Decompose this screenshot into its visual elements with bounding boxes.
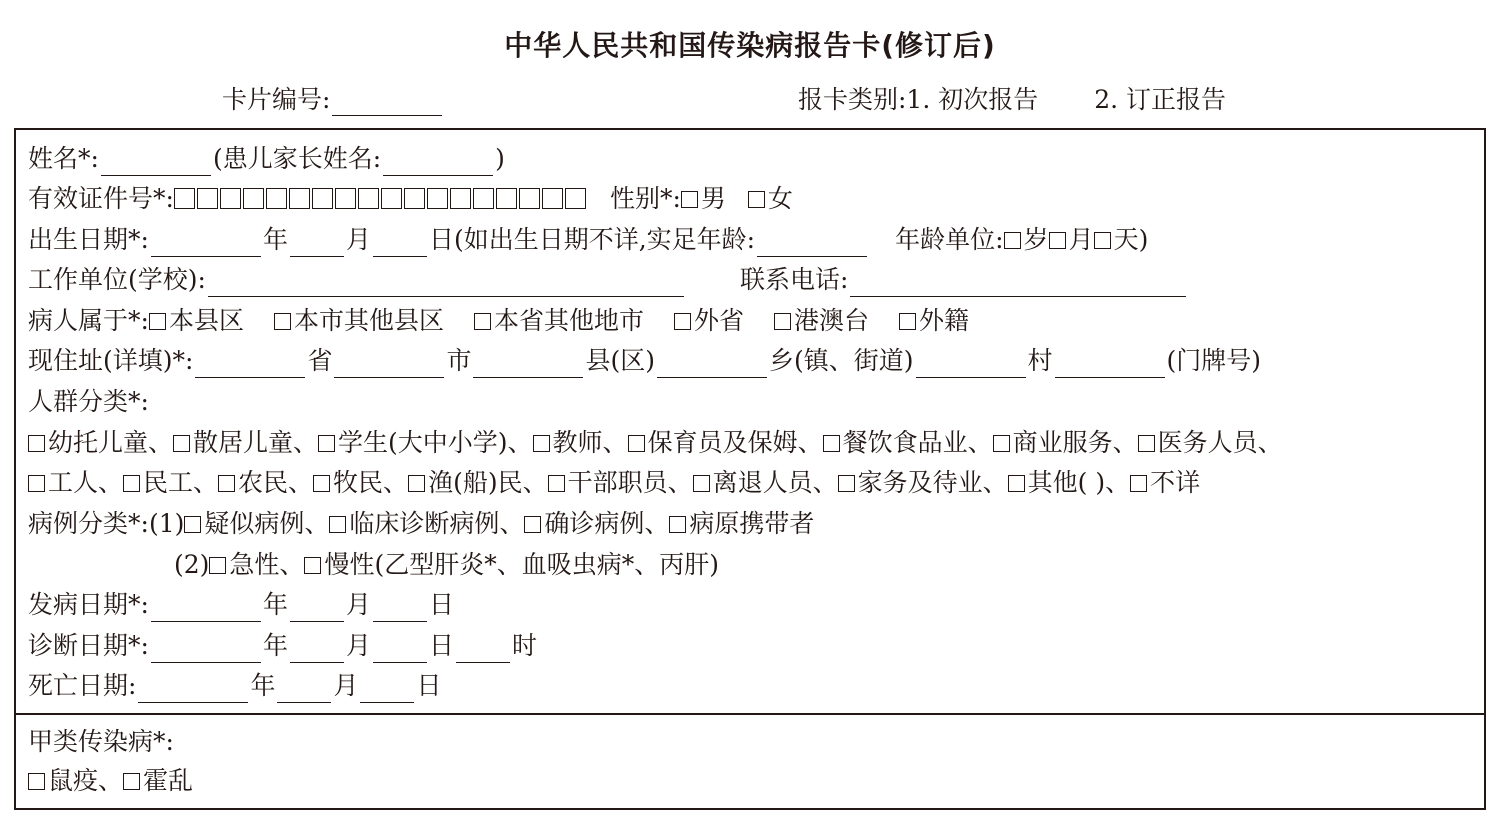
case-row-1 [28,507,814,541]
name-label: 姓名*: [28,144,99,173]
death-month-input[interactable] [277,676,331,703]
id-digit-box[interactable] [335,188,356,209]
belong-checkbox[interactable] [899,313,916,330]
sex-male-label: 男 [700,184,726,213]
crowd-checkbox[interactable] [313,475,330,492]
belong-row [28,304,969,338]
parent-name-input[interactable] [383,149,493,176]
crowd-option: 农民、 [238,468,314,497]
crowd-option: 家务及待业、 [857,468,1008,497]
id-digit-box[interactable] [312,188,333,209]
age-unit-year: 岁 [1023,225,1049,254]
card-number-input[interactable] [332,89,442,116]
crowd-option: 民工、 [143,468,219,497]
crowd-option: 其他( )、 [1027,468,1131,497]
belong-option: 本市其他县区 [293,306,444,335]
case-1-prefix: (1) [148,509,185,538]
id-number-boxes[interactable] [174,184,588,213]
crowd-option: 离退人员、 [712,468,838,497]
crowd-options-row-2 [28,466,1200,500]
case-label: 病例分类*: [28,509,149,538]
plague-label: 鼠疫、 [48,766,124,795]
class-a-row [28,725,174,759]
phone-label: 联系电话: [739,265,849,294]
city-input[interactable] [334,351,444,378]
crowd-option: 学生(大中小学)、 [338,428,533,457]
id-digit-box[interactable] [404,188,425,209]
house-number-input[interactable] [1055,351,1165,378]
cholera-checkbox[interactable] [123,773,140,790]
birth-year-input[interactable] [151,230,261,257]
age-unit-month: 月 [1068,225,1094,254]
name-input[interactable] [101,149,211,176]
month-label: 月 [333,671,359,700]
id-digit-box[interactable] [174,188,195,209]
birth-note: (如出生日期不详,实足年龄: [453,225,756,254]
onset-day-input[interactable] [373,595,427,622]
work-row [28,263,1188,297]
birth-row [28,223,1148,257]
city-label: 市 [446,346,472,375]
death-label: 死亡日期: [28,671,137,700]
belong-checkbox[interactable] [674,313,691,330]
work-label: 工作单位(学校): [28,265,206,294]
crowd-option: 干部职员、 [567,468,693,497]
crowd-checkbox[interactable] [838,475,855,492]
class-a-label: 甲类传染病*: [28,727,174,756]
belong-option: 外籍 [919,306,970,335]
case-checkbox[interactable] [329,516,346,533]
sex-female-checkbox[interactable] [748,191,765,208]
case-option: 确诊病例、 [544,509,670,538]
crowd-checkbox[interactable] [218,475,235,492]
crowd-checkbox[interactable] [28,435,45,452]
crowd-option: 渔(船)民、 [428,468,548,497]
age-input[interactable] [757,230,867,257]
diagnosis-hour-input[interactable] [456,636,510,663]
age-unit-day: 天 [1113,225,1139,254]
case-checkbox[interactable] [184,516,201,533]
month-label: 月 [345,225,371,254]
case-option: 疑似病例、 [204,509,330,538]
diagnosis-label: 诊断日期*: [28,631,149,660]
form-title: 中华人民共和国传染病报告卡(修订后) [504,29,996,62]
phone-input[interactable] [850,270,1186,297]
crowd-option: 散居儿童、 [193,428,319,457]
belong-option: 本县区 [168,306,244,335]
county-label: 县(区) [585,346,655,375]
age-unit-year-checkbox[interactable] [1004,232,1021,249]
month-label: 月 [345,590,371,619]
diagnosis-year-input[interactable] [151,636,261,663]
belong-option: 本省其他地市 [493,306,644,335]
id-digit-box[interactable] [519,188,540,209]
crowd-option: 教师、 [552,428,628,457]
crowd-checkbox[interactable] [173,435,190,452]
belong-checkbox[interactable] [774,313,791,330]
sex-label: 性别*: [609,184,681,213]
report-type-option-2[interactable]: 2. 订正报告 [1094,85,1227,114]
death-day-input[interactable] [360,676,414,703]
death-row [28,669,441,703]
id-digit-box[interactable] [220,188,241,209]
sex-female-label: 女 [767,184,793,213]
crowd-option: 幼托儿童、 [48,428,174,457]
age-unit-label: 年龄单位: [895,225,1004,254]
village-input[interactable] [916,351,1026,378]
birth-day-input[interactable] [373,230,427,257]
case-checkbox[interactable] [524,516,541,533]
close-paren: ) [495,144,505,173]
hour-label: 时 [511,631,537,660]
plague-checkbox[interactable] [28,773,45,790]
report-card-frame [14,128,1486,810]
parent-name-label: (患儿家长姓名: [212,144,382,173]
day-label: 日 [428,631,454,660]
id-digit-box[interactable] [358,188,379,209]
crowd-checkbox[interactable] [1130,475,1147,492]
case-option: 临床诊断病例、 [349,509,525,538]
crowd-options-row-1 [28,426,1283,460]
case-2-prefix: (2) [174,550,210,579]
town-input[interactable] [657,351,767,378]
crowd-option: 餐饮食品业、 [842,428,993,457]
address-row [28,344,1261,378]
day-label: 日 [416,671,442,700]
id-digit-box[interactable] [473,188,494,209]
card-number-field [222,80,444,116]
close-paren: ) [1138,225,1149,254]
belong-label: 病人属于*: [28,306,149,335]
belong-option: 港澳台 [794,306,870,335]
crowd-row [28,385,149,419]
id-digit-box[interactable] [266,188,287,209]
crowd-checkbox[interactable] [1138,435,1155,452]
year-label: 年 [262,631,288,660]
day-label: 日 [428,225,454,254]
id-digit-box[interactable] [381,188,402,209]
province-input[interactable] [195,351,305,378]
report-type-field [798,80,1226,116]
belong-option: 外省 [693,306,744,335]
crowd-option: 工人、 [48,468,124,497]
acute-checkbox[interactable] [209,557,226,574]
diagnosis-day-input[interactable] [373,636,427,663]
day-label: 日 [428,590,454,619]
death-year-input[interactable] [138,676,248,703]
belong-checkbox[interactable] [274,313,291,330]
work-input[interactable] [208,270,684,297]
onset-month-input[interactable] [290,595,344,622]
house-number-label: (门牌号) [1166,346,1262,375]
month-label: 月 [345,631,371,660]
age-unit-day-checkbox[interactable] [1094,232,1111,249]
address-label: 现住址(详填)*: [28,346,194,375]
section-divider [16,713,1484,715]
crowd-option: 牧民、 [333,468,409,497]
crowd-checkbox[interactable] [123,475,140,492]
id-label: 有效证件号*: [28,184,174,213]
sex-male-checkbox[interactable] [681,191,698,208]
id-digit-box[interactable] [542,188,563,209]
onset-label: 发病日期*: [28,590,149,619]
case-checkbox[interactable] [669,516,686,533]
id-digit-box[interactable] [565,188,586,209]
class-a-options-row [28,764,193,798]
diagnosis-month-input[interactable] [290,636,344,663]
crowd-checkbox[interactable] [28,475,45,492]
crowd-option: 不详 [1150,468,1201,497]
acute-label: 急性、 [229,550,305,579]
case-option: 病原携带者 [689,509,815,538]
county-input[interactable] [473,351,583,378]
belong-checkbox[interactable] [474,313,491,330]
id-digit-box[interactable] [450,188,471,209]
year-label: 年 [262,590,288,619]
id-digit-box[interactable] [289,188,310,209]
birth-month-input[interactable] [290,230,344,257]
id-row [28,182,793,216]
village-label: 村 [1027,346,1053,375]
crowd-checkbox[interactable] [823,435,840,452]
birth-label: 出生日期*: [28,225,149,254]
diagnosis-row [28,629,537,663]
crowd-checkbox[interactable] [693,475,710,492]
province-label: 省 [307,346,333,375]
crowd-option: 保育员及保姆、 [647,428,823,457]
crowd-checkbox[interactable] [1008,475,1025,492]
crowd-option: 商业服务、 [1012,428,1138,457]
belong-checkbox[interactable] [149,313,166,330]
name-row [28,142,505,176]
chronic-checkbox[interactable] [304,557,321,574]
id-digit-box[interactable] [427,188,448,209]
id-digit-box[interactable] [243,188,264,209]
age-unit-month-checkbox[interactable] [1049,232,1066,249]
chronic-label: 慢性(乙型肝炎*、血吸虫病*、丙肝) [324,550,719,579]
report-type-option-1[interactable]: 报卡类别:1. 初次报告 [798,85,1039,114]
crowd-checkbox[interactable] [533,435,550,452]
onset-row [28,588,454,622]
id-digit-box[interactable] [197,188,218,209]
year-label: 年 [262,225,288,254]
id-digit-box[interactable] [496,188,517,209]
cholera-label: 霍乱 [143,766,194,795]
crowd-label: 人群分类*: [28,387,149,416]
case-row-2 [174,548,719,582]
card-number-label: 卡片编号: [222,85,331,114]
town-label: 乡(镇、街道) [768,346,914,375]
crowd-option: 医务人员、 [1157,428,1283,457]
crowd-checkbox[interactable] [408,475,425,492]
onset-year-input[interactable] [151,595,261,622]
crowd-checkbox[interactable] [318,435,335,452]
year-label: 年 [250,671,276,700]
crowd-checkbox[interactable] [993,435,1010,452]
crowd-checkbox[interactable] [548,475,565,492]
crowd-checkbox[interactable] [628,435,645,452]
